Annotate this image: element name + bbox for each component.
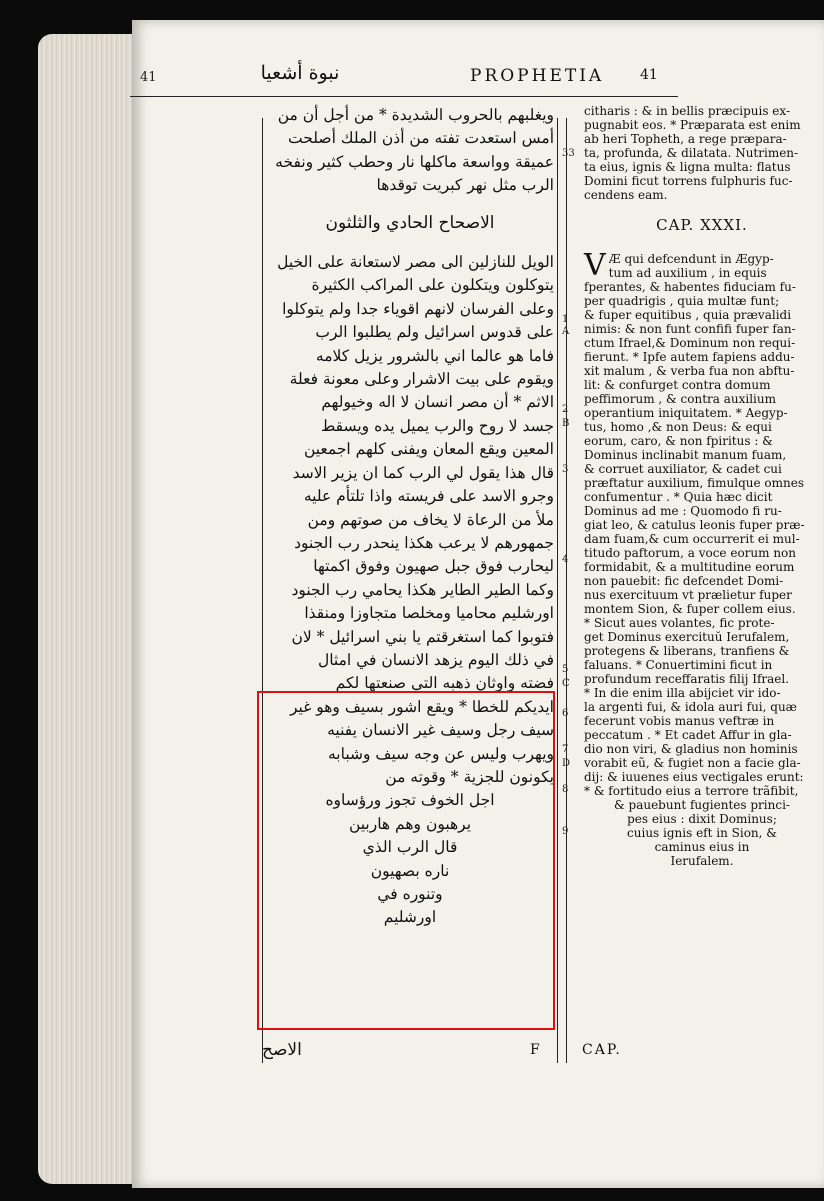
latin-text-line: dio non viri, & gladius non hominis — [584, 742, 798, 756]
margin-number: 4 — [562, 554, 569, 565]
latin-text-line: dij: & iuuenes eius vectigales erunt: — [584, 770, 804, 784]
latin-text-line: eorum, caro, & non fpiritus : & — [584, 434, 773, 448]
arabic-text-line: يكونون للجزية * وقوته من — [385, 767, 554, 786]
latin-text-line: præftatur auxilium, fimulque omnes — [584, 476, 804, 490]
latin-text-line: citharis : & in bellis præcipuis ex- — [584, 104, 791, 118]
latin-text-line: operantium iniquitatem. * Aegyp- — [584, 406, 788, 420]
latin-text-line: profundum receffaratis filij Ifrael. — [584, 672, 790, 686]
arabic-text-line: ويقوم على بيت الاشرار وعلى معونة فعلة — [289, 370, 554, 389]
latin-text-line: giat leo, & catulus leonis fuper præ- — [584, 518, 805, 532]
latin-text-line: nus exercituum vt prælietur fuper — [584, 588, 792, 602]
latin-text-line: ctum Ifrael,& Dominum non requi- — [584, 336, 796, 350]
latin-text-line: lit: & confurget contra domum — [584, 378, 771, 392]
latin-text-line: tum ad auxilium , in equis — [608, 266, 767, 280]
latin-text-line: * In die enim illa abijciet vir ido- — [584, 686, 781, 700]
margin-number: 2 — [562, 404, 569, 415]
header-rule — [130, 96, 678, 97]
column-rule-middle — [557, 118, 558, 1063]
arabic-text-line: أمس استعدت تفته من أذن الملك أصلحت — [288, 129, 554, 148]
arabic-text-line: في ذلك اليوم يزهد الانسان في امثال — [317, 650, 554, 669]
arabic-text-line: الويل للنازلين الى مصر لاستعانة على الخيل — [277, 253, 554, 272]
margin-number: D — [562, 758, 571, 769]
latin-text-line: la argenti fui, & idola auri fui, quæ — [584, 700, 797, 714]
column-rule-middle-inner — [566, 118, 567, 1063]
arabic-text-line: يتوكلون ويتكلون على المراكب الكثيرة — [311, 276, 554, 295]
arabic-text-line: ليحارب فوق جبل صهيون وفوق اكمتها — [313, 557, 554, 576]
arabic-text-line: اجل الخوف تجوز ورؤساوه — [325, 791, 495, 810]
arabic-text-line: وعلى الفرسان لانهم اقوياء جدا ولم يتوكلوا — [282, 299, 554, 318]
margin-number: A — [562, 326, 570, 337]
latin-text-line: pugnabit eos. * Præparata est enim — [584, 118, 801, 132]
arabic-text-line: المعين ويقع المعان ويفنى كلهم اجمعين — [303, 440, 554, 459]
latin-text-line: cuius ignis eft in Sion, & — [627, 826, 777, 840]
latin-text-column — [584, 104, 820, 868]
arabic-text-line: ملأ من الرعاة لا يخاف من صوتهم ومن — [307, 510, 554, 529]
latin-text-line: montem Sion, & fuper collem eius. — [584, 602, 796, 616]
latin-text-line: Ierufalem. — [670, 854, 734, 868]
latin-text-line: titudo paftorum, a voce eorum non — [584, 546, 797, 560]
latin-text-line: Domini ficut torrens fulphuris fuc- — [584, 174, 793, 188]
latin-text-line: * Sicut aues volantes, fic prote- — [584, 616, 775, 630]
latin-text-line: faluans. * Conuertimini ficut in — [584, 658, 773, 672]
drop-cap: V — [584, 248, 606, 283]
arabic-text-line: ويغلبهم بالحروب الشديدة * من أجل أن من — [277, 106, 554, 124]
latin-text-line: caminus eius in — [654, 840, 750, 854]
latin-text-line: get Dominus exercituŭ Ierufalem, — [584, 630, 790, 644]
arabic-text-line: قال الرب الذي — [362, 838, 458, 857]
latin-text-line: Dominus ad me : Quomodo fi ru- — [584, 504, 782, 518]
page-number-right: 41 — [640, 67, 658, 83]
arabic-text-line: عميقة وواسعة ماكلها نار وحطب كثير ونفخه — [275, 152, 554, 171]
arabic-text-line: الاثم * أن مصر انسان لا اله وخيولهم — [321, 393, 554, 412]
margin-number: 1 — [562, 314, 569, 325]
latin-text-line: pes eius : dixit Dominus; — [627, 812, 777, 826]
arabic-text-line: سيف رجل وسيف غير الانسان يفنيه — [327, 721, 554, 740]
arabic-text-line: وجرو الاسد على فريسته واذا تلتأم عليه — [303, 487, 554, 506]
arabic-text-line: اورشليم محاميا ومخلصا متجاوزا ومنقذا — [304, 604, 554, 623]
latin-text-line: fecerunt vobis manus veftræ in — [584, 714, 775, 728]
arabic-text-line: قال هذا يقول لي الرب كما ان يزير الاسد — [292, 463, 554, 482]
latin-text-line: xit malum , & verba fua non abftu- — [584, 364, 795, 378]
margin-number: 5 — [562, 664, 569, 675]
latin-text-line: ta, profunda, & dilatata. Nutrimen- — [584, 146, 799, 160]
arabic-text-line: فتوبوا كما استغرقتم يا بني اسرائيل * لان — [291, 627, 554, 646]
latin-text-line: formidabit, & a multitudine eorum — [584, 560, 795, 574]
arabic-text-line: وتنوره في — [377, 885, 443, 903]
page-number-left: 41 — [140, 70, 157, 85]
arabic-text-line: ناره بصهيون — [370, 861, 450, 880]
margin-number: 9 — [562, 826, 569, 837]
latin-text-line: cendens eam. — [584, 188, 668, 202]
selection-highlight-box — [257, 691, 555, 1030]
catchword-latin: CAP. — [582, 1042, 622, 1058]
latin-text-line: * & fortitudo eius a terrore trãfibit, — [584, 784, 799, 798]
running-title-arabic: نبوة أشعيا — [260, 62, 340, 84]
latin-text-line: & pauebunt fugientes princi- — [614, 798, 790, 812]
latin-text-line: protegens & liberans, tranfiens & — [584, 644, 790, 658]
arabic-chapter-heading: الاصحاح الحادي والثلثون — [325, 212, 495, 233]
margin-number: 7 — [562, 744, 569, 755]
arabic-text-line: اورشليم — [383, 908, 437, 927]
arabic-text-line: الرب مثل نهر كبريت توقدها — [376, 176, 554, 195]
arabic-text-line: ايديكم للخطا * ويقع اشور بسيف وهو غير — [289, 697, 554, 716]
arabic-text-line: فاما هو عالما اني بالشرور يزيل كلامه — [315, 346, 554, 365]
running-title-latin: PROPHETIA — [470, 66, 605, 86]
latin-text-line: dam fuam,& cum occurrerit ei mul- — [584, 532, 800, 546]
latin-text-line: vorabit eũ, & fugiet non a facie gla- — [584, 756, 801, 770]
margin-number: 8 — [562, 784, 569, 795]
latin-text-line: nimis: & non funt confifi fuper fan- — [584, 322, 796, 336]
latin-text-line: ab heri Topheth, a rege præpara- — [584, 132, 787, 146]
latin-text-line: tus, homo ,& non Deus: & equi — [584, 420, 772, 434]
latin-text-line: & corruet auxiliator, & cadet cui — [584, 462, 782, 476]
arabic-text-line: جمهورهم لا يرعب هكذا ينحدر رب الجنود — [294, 533, 554, 552]
book-page-edges — [38, 34, 146, 1184]
arabic-text-line: جسد لا روح والرب يميل يده ويسقط — [320, 416, 554, 435]
signature-mark: F — [530, 1042, 540, 1058]
latin-text-line: fperantes, & habentes fiduciam fu- — [584, 280, 796, 294]
margin-number: 33 — [562, 148, 575, 159]
arabic-text-line: يرهبون وهم هاربين — [348, 814, 472, 833]
margin-number: 6 — [562, 708, 569, 719]
margin-number: C — [562, 678, 570, 689]
margin-number: 3 — [562, 464, 569, 475]
catchword-arabic: الاصح — [262, 1040, 302, 1060]
latin-text-line: ta eius, ignis & ligna multa: flatus — [584, 160, 791, 174]
latin-text-line: per quadrigis , quia multæ funt; — [584, 294, 780, 308]
arabic-text-line: فضته واوثان ذهبه التي صنعتها لكم — [335, 674, 554, 693]
latin-chapter-heading: CAP. XXXI. — [656, 216, 748, 234]
latin-text-line: peffimorum , & contra auxilium — [584, 392, 777, 406]
arabic-text-line: وكما الطير الطاير هكذا يحامي رب الجنود — [291, 580, 554, 599]
arabic-text-line: ويهرب وليس عن وجه سيف وشبابه — [328, 744, 554, 763]
arabic-text-line: على قدوس اسرائيل ولم يطلبوا الرب — [315, 323, 554, 342]
latin-text-line: & fuper equitibus , quia prævalidi — [584, 308, 792, 322]
latin-text-line: Dominus inclinabit manum fuam, — [584, 448, 787, 462]
margin-number: B — [562, 418, 570, 429]
latin-text-line: peccatum . * Et cadet Affur in gla- — [584, 728, 792, 742]
latin-text-line: non pauebit: fic defcendet Domi- — [584, 574, 784, 588]
latin-text-line: confumentur . * Quia hæc dicit — [584, 490, 773, 504]
latin-text-line: fierunt. * Ipfe autem fapiens addu- — [584, 350, 795, 364]
latin-text-line: Æ qui defcendunt in Ægyp- — [608, 252, 774, 266]
